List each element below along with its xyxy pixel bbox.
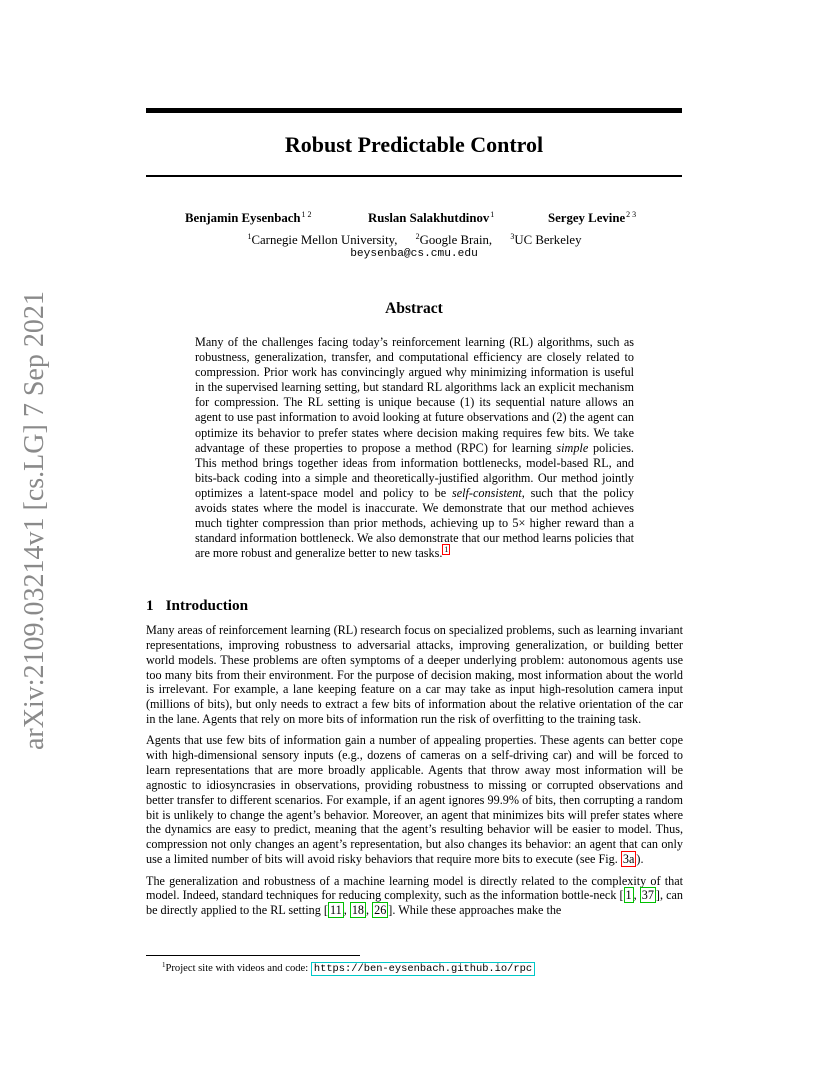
citation-link-11[interactable]: 11 [329, 903, 342, 918]
affiliation-google: $^2$Google Brain, [415, 232, 493, 247]
section-number: 1 [146, 597, 154, 614]
emphasis-simple: simple [556, 440, 589, 455]
abstract-heading: Abstract [385, 300, 443, 317]
abstract-body [195, 335, 634, 561]
title-bottom-rule [146, 175, 682, 177]
author-affil-sup: 1 2 [301, 210, 312, 219]
affiliation-cmu: $^1$Carnegie Mellon University, [247, 232, 398, 247]
project-url-link[interactable]: https://ben-eysenbach.github.io/rpc [311, 962, 535, 976]
footnote-mark: 1 [162, 961, 166, 969]
intro-paragraph-2: Agents that use few bits of information gain a number of appealing properties. These agents can better cope with high-dimensional sensory inputs (e.g., dozens of cameras on a self-driving car) and will be forced to learn representations that are more broadly applicable. Agents that throw away most information will be agnostic to idiosyncrasies in observations, providing robustness to missing or corrupted observations and better transfer to different scenarios. For example, if an agent ignores 99.9% of bits, then corrupting a random bit is unlikely to change the agent’s behavior. Moreover, an agent that minimizes bits will prefer states where the dynamics are easy to predict, meaning that the agent’s resulting behavior will be easier to model. Thus, compression not only changes an agent’s representation, but also changes its behavior: an agent that can only use a limited number of bits will avoid risky behaviors that require more bits to execute (see Fig. 3a ). [146, 733, 683, 867]
footnote-link[interactable]: 1 [444, 545, 449, 555]
footnote [162, 961, 535, 975]
section-title: Introduction [165, 597, 249, 614]
citation-link-37[interactable]: 37 [641, 888, 654, 903]
author-name: Benjamin Eysenbach [185, 211, 301, 225]
citation-link-1[interactable]: 1 [625, 888, 632, 903]
author-salakhutdinov [368, 210, 494, 226]
title-top-rule [146, 108, 682, 113]
footnote-rule [146, 955, 360, 956]
section-heading-introduction [146, 597, 248, 615]
author-name: Sergey Levine [548, 211, 626, 225]
author-email: beysenba@cs.cmu.edu [350, 248, 478, 260]
paper-title: Robust Predictable Control [284, 132, 544, 157]
introduction-body [146, 623, 683, 925]
intro-paragraph-3: The generalization and robustness of a machine learning model is directly related to the complexity of that model. Indeed, standard techniques for reducing complexity, such as the information bottle-neck [ 1 , 37 ], can be directly applied to the RL setting [ 11 , 18 , 26 ]. While these approaches make the [146, 873, 683, 918]
arxiv-stamp: arXiv:2109.03214v1 [cs.LG] 7 Sep 2021 [19, 291, 50, 750]
footnote-text: Project site with videos and code: [165, 963, 311, 974]
intro-paragraph-1: Many areas of reinforcement learning (RL) research focus on specialized problems, such as learning invariant representations, improving robustness to adversarial attacks, improving generalization, or building better world models. These problems are often symptoms of a deeper underlying problem: autonomous agents use too many bits from their environment. For the purpose of decision making, most information about the world is irrelevant. For example, a lane keeping feature on a car may take as input high-resolution camera input (millions of bits), but only needs to extract a few bits of information about the relative orientation of the car in the lane. Agents that rely on more bits of information run the risk of overfitting to the training task. [146, 623, 683, 727]
affiliations [146, 232, 682, 248]
citation-link-18[interactable]: 18 [351, 903, 365, 918]
author-levine [548, 210, 636, 226]
figure-link-3a[interactable]: 3a [622, 852, 635, 867]
citation-link-26[interactable]: 26 [374, 903, 387, 918]
author-name: Ruslan Salakhutdinov [368, 211, 490, 225]
abstract-paragraph: Many of the challenges facing today’s reinforcement learning (RL) algorithms, such as robustness, generalization, transfer, and computational efficiency are closely related to compression. Prior work has convincingly argued why minimizing information is useful in the supervised learning setting, but standard RL algorithms lack an explicit mechanism for compression. The RL setting is unique because (1) its sequential nature allows an agent to use past information to avoid looking at future observations and (2) the agent can optimize its behavior to prefer states where decision making requires few bits. We take advantage of these properties to propose a method (RPC) for learning simple policies. This method brings together ideas from information bottlenecks, model-based RL, and bits-back coding into a simple and theoretically-justified algorithm. Our method jointly optimizes a latent-space model and policy to be self-consistent, such that the policy avoids states where the model is inaccurate. We demonstrate that our method achieves much tighter compression than prior methods, achieving up to 5× higher reward than a standard information bottleneck. We also demonstrate that our method learns policies that are more robust and generalize better to new tasks. $^1$ [195, 335, 634, 561]
author-affil-sup: 1 [490, 210, 495, 219]
emphasis-self-consistent: self-consistent [452, 485, 522, 500]
author-eysenbach [185, 210, 312, 226]
affiliation-berkeley: $^3$UC Berkeley [510, 232, 582, 247]
author-affil-sup: 2 3 [626, 210, 637, 219]
